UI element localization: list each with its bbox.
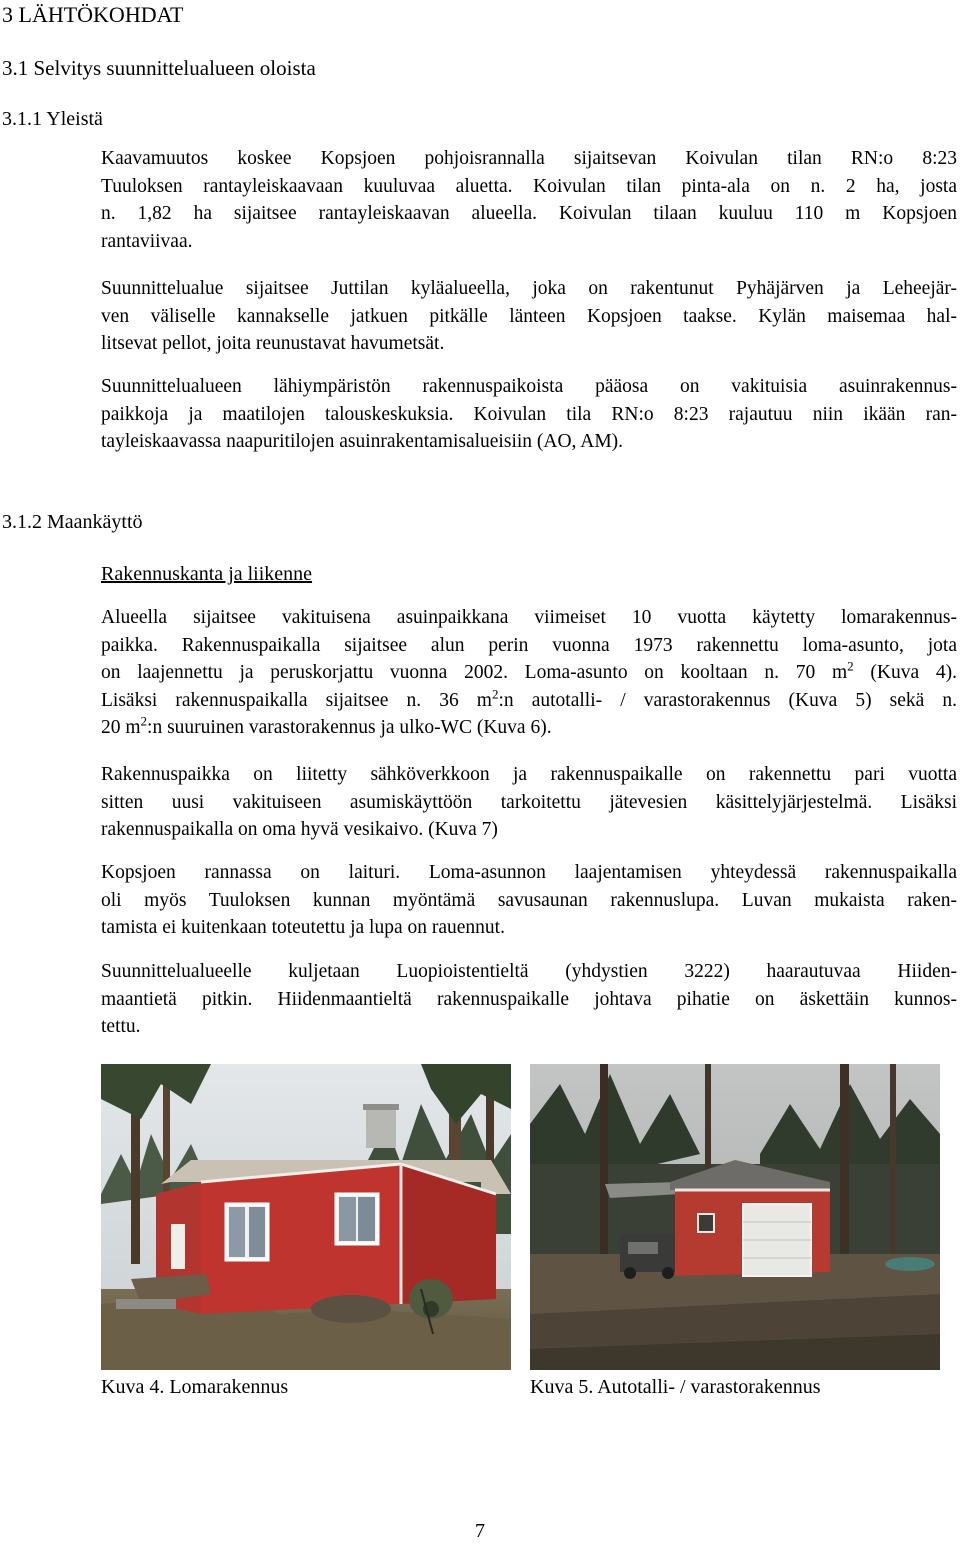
text-line: tettu. bbox=[101, 1016, 141, 1037]
page-number: 7 bbox=[475, 1520, 485, 1542]
underlined-subheading: Rakennuskanta ja liikenne bbox=[101, 563, 313, 585]
text-line: sitten uusi vakituiseen asumiskäyttöön tarkoitettu jätevesien käsittelyjärjestelmä. Lisäksi bbox=[101, 791, 957, 813]
photo-autotalli bbox=[530, 1064, 940, 1370]
text-line: Lisäksi rakennuspaikalla sijaitsee n. 36 $m^2:n$ autotalli- / varastorakennus (Kuva 5) sekä n. bbox=[101, 686, 958, 711]
section-heading: 3.1 Selvitys suunnittelualueen oloista bbox=[2, 56, 316, 80]
text-line: Suunnittelualue sijaitsee Juttilan kyläalueella, joka on rakentunut Pyhäjärven ja Leheejär- bbox=[101, 278, 957, 299]
text-line: ven väliselle kannakselle jatkuen pitkälle länteen Kopsjoen taakse. Kylän maisemaa hal- bbox=[101, 305, 957, 327]
figure-caption-5: Kuva 5. Autotalli- / varastorakennus bbox=[530, 1376, 821, 1398]
chapter-heading: 3 LÄHTÖKOHDAT bbox=[2, 2, 184, 27]
text-line: oli myös Tuuloksen kunnan myöntämä savusaunan rakennuslupa. Luvan mukaista raken- bbox=[101, 889, 957, 911]
text-line: rantaviivaa. bbox=[101, 230, 193, 252]
superscript: 2 bbox=[491, 686, 499, 701]
subsection-heading-yleista: 3.1.1 Yleistä bbox=[2, 108, 103, 130]
figure-caption-4: Kuva 4. Lomarakennus bbox=[101, 1376, 289, 1398]
paragraph-yleista-1 bbox=[101, 145, 957, 255]
paragraph-maankaytto-3 bbox=[101, 859, 957, 942]
text-line: Suunnittelualueen lähiympäristön rakennuspaikoista pääosa on vakituisia asuinrakennus- bbox=[101, 376, 957, 397]
paragraph-yleista-2 bbox=[101, 275, 957, 358]
text-line: Alueella sijaitsee vakituisena asuinpaikkana viimeiset 10 vuotta käytetty lomarakennus- bbox=[101, 607, 957, 628]
text-line: paikka. Rakennuspaikalla sijaitsee alun perin vuonna 1973 rakennettu loma-asunto, jota bbox=[101, 634, 957, 656]
paragraph-maankaytto-4 bbox=[101, 958, 957, 1041]
text-line: on laajennettu ja peruskorjattu vuonna 2002. Loma-asunto on kooltaan n. 70 $m^2$ (Kuva 4). bbox=[101, 658, 957, 683]
subsection-heading-maankaytto: 3.1.2 Maankäyttö bbox=[2, 511, 143, 533]
text-line: Tuuloksen rantayleiskaavaan kuuluvaa aluetta. Koivulan tilan pinta-ala on n. 2 ha, josta bbox=[101, 175, 957, 197]
text-line: paikkoja ja maatilojen talouskeskuksia. Koivulan tila RN:o 8:23 rajautuu niin ikään ran- bbox=[101, 403, 957, 425]
text-line: Rakennuspaikka on liitetty sähköverkkoon ja rakennuspaikalle on rakennettu pari vuotta bbox=[101, 764, 957, 785]
photo-lomarakennus bbox=[101, 1064, 511, 1370]
superscript: 2 bbox=[847, 658, 854, 674]
text-line: Kaavamuutos koskee Kopsjoen pohjoisrannalla sijaitsevan Koivulan tilan RN:o 8:23 bbox=[101, 148, 957, 169]
text-line: litsevat pellot, joita reunustavat havumetsät. bbox=[101, 333, 445, 354]
text-line: n. 1,82 ha sijaitsee rantayleiskaavan alueella. Koivulan tilaan kuuluu 110 m Kopsjoen bbox=[101, 203, 957, 224]
text-line: Suunnittelualueelle kuljetaan Luopioistentieltä (yhdystien 3222) haarautuvaa Hiiden- bbox=[101, 961, 957, 982]
text-line: rakennuspaikalla on oma hyvä vesikaivo. (Kuva 7) bbox=[101, 819, 498, 840]
text-line: 20 $m^2:n$ suuruinen varastorakennus ja ulko-WC (Kuva 6). bbox=[101, 713, 552, 738]
text-line: tamista ei kuitenkaan toteutettu ja lupa on rauennut. bbox=[101, 917, 505, 938]
paragraph-maankaytto-2 bbox=[101, 761, 957, 844]
paragraph-yleista-3 bbox=[101, 373, 957, 456]
superscript: 2 bbox=[140, 713, 148, 729]
paragraph-maankaytto-1 bbox=[101, 604, 957, 742]
text-line: maantietä pitkin. Hiidenmaantieltä rakennuspaikalle johtava pihatie on äskettäin kunnos- bbox=[101, 988, 957, 1010]
text-line: tayleiskaavassa naapuritilojen asuinrakentamisalueisiin (AO, AM). bbox=[101, 431, 624, 452]
text-line: Kopsjoen rannassa on laituri. Loma-asunnon laajentamisen yhteydessä rakennuspaikalla bbox=[101, 862, 957, 883]
